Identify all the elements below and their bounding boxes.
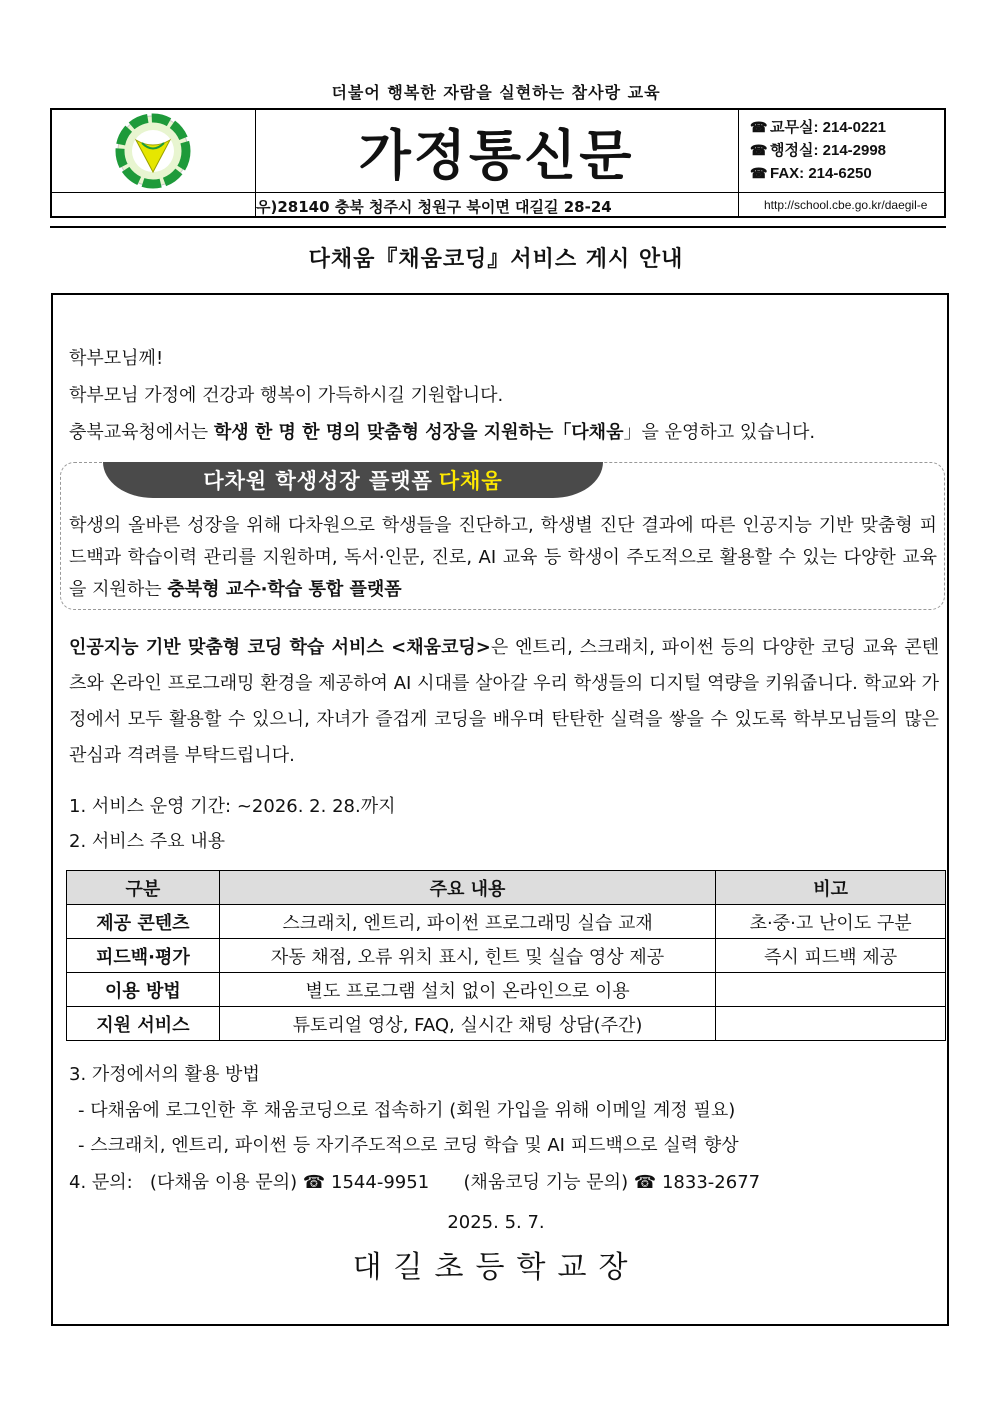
- table-cell: 즉시 피드백 제공: [716, 939, 946, 973]
- table-cell: 별도 프로그램 설치 없이 온라인으로 이용: [219, 973, 715, 1007]
- greeting-wish: 학부모님 가정에 건강과 행복이 가득하시길 기원합니다.: [69, 385, 504, 406]
- table-cell: 튜토리얼 영상, FAQ, 실시간 채팅 상담(주간): [219, 1007, 715, 1041]
- item-inquiry: 4. 문의: (다채움 이용 문의) ☎ 1544-9951 (채움코딩 기능 문의) ☎ 1833-2677: [69, 1172, 761, 1193]
- table-row: [67, 905, 946, 939]
- newsletter-title: 가정통신문: [255, 110, 739, 192]
- table-cell: 초·중·고 난이도 구분: [716, 905, 946, 939]
- table-row: [67, 973, 946, 1007]
- table-cell: 스크래치, 엔트리, 파이썬 프로그래밍 실습 교재: [219, 905, 715, 939]
- table-cell: 이용 방법: [67, 973, 220, 1007]
- table-header: 구분: [67, 871, 220, 905]
- platform-description: 학생의 올바른 성장을 위해 다차원으로 학생들을 진단하고, 학생별 진단 결과에 따른 인공지능 기반 맞춤형 피드백과 학습이력 관리를 지원하며, 독서·인문, 진로, AI 교육 등 학생이 주도적으로 활용할 수 있는 다양한 교육을 지원하는 충북형 교수·학습 통합 플랫폼: [69, 515, 937, 600]
- table-cell: [716, 973, 946, 1007]
- phone-icon: ☎: [302, 1172, 326, 1193]
- contact-line: ☎ FAX: 214-6250: [750, 162, 944, 185]
- contact-line: ☎ 교무실: 214-0221: [750, 116, 944, 139]
- table-row: [67, 1007, 946, 1041]
- table-row: [67, 939, 946, 973]
- greeting-intro: 충북교육청에서는 학생 한 명 한 명의 맞춤형 성장을 지원하는「다채움」을 운영하고 있습니다.: [69, 422, 816, 443]
- table-cell: [716, 1007, 946, 1041]
- platform-banner: 다차원 학생성장 플랫폼 다채움: [103, 462, 603, 498]
- usage-step: - 스크래치, 엔트리, 파이썬 등 자기주도적으로 코딩 학습 및 AI 피드백으로 실력 향상: [78, 1135, 739, 1156]
- table-cell: 자동 채점, 오류 위치 표시, 힌트 및 실습 영상 제공: [219, 939, 715, 973]
- phone-icon: ☎: [750, 119, 768, 135]
- issue-date: 2025. 5. 7.: [447, 1212, 545, 1233]
- item-period: 1. 서비스 운영 기간: ~2026. 2. 28.까지: [69, 796, 396, 817]
- address-bar: [52, 192, 944, 217]
- table-cell: 제공 콘텐츠: [67, 905, 220, 939]
- contact-info: [738, 110, 944, 192]
- item-contents: 2. 서비스 주요 내용: [69, 831, 226, 852]
- phone-icon: ☎: [633, 1172, 657, 1193]
- school-logo: [52, 110, 256, 192]
- item-usage: 3. 가정에서의 활용 방법: [69, 1064, 260, 1085]
- divider: [50, 226, 946, 228]
- letterhead: [50, 108, 946, 218]
- phone-icon: ☎: [750, 165, 768, 181]
- table-header: 주요 내용: [219, 871, 715, 905]
- contact-line: ☎ 행정실: 214-2998: [750, 139, 944, 162]
- school-url[interactable]: http://school.cbe.go.kr/daegil-e: [764, 198, 928, 212]
- school-motto: 더불어 행복한 자람을 실현하는 참사랑 교육: [331, 83, 661, 102]
- school-address: 우)28140 충북 청주시 청원구 북이면 대길길 28-24: [256, 198, 612, 216]
- table-header: 비고: [716, 871, 946, 905]
- table-cell: 지원 서비스: [67, 1007, 220, 1041]
- school-emblem-icon: [52, 110, 255, 192]
- notice-title: 다채움『채움코딩』서비스 게시 안내: [308, 247, 684, 272]
- table-header-row: [67, 871, 946, 905]
- phone-icon: ☎: [750, 142, 768, 158]
- principal-signature: 대길초등학교장: [352, 1250, 640, 1285]
- service-description: 인공지능 기반 맞춤형 코딩 학습 서비스 <채움코딩>은 엔트리, 스크래치, 파이썬 등의 다양한 코딩 교육 콘텐츠와 온라인 프로그래밍 환경을 제공하여 AI 시대를 살아갈 우리 학생들의 디지털 역량을 키워줍니다. 학교와 가정에서 모두 활용할 수 있으니, 자녀가 즐겁게 코딩을 배우며 탄탄한 실력을 쌓을 수 있도록 학부모님들의 많은 관심과 격려를 부탁드립니다.: [69, 637, 939, 766]
- table-cell: 피드백·평가: [67, 939, 220, 973]
- service-table: [66, 870, 946, 1041]
- usage-step: - 다채움에 로그인한 후 채움코딩으로 접속하기 (회원 가입을 위해 이메일 계정 필요): [78, 1100, 736, 1121]
- greeting-salutation: 학부모님께!: [69, 348, 164, 369]
